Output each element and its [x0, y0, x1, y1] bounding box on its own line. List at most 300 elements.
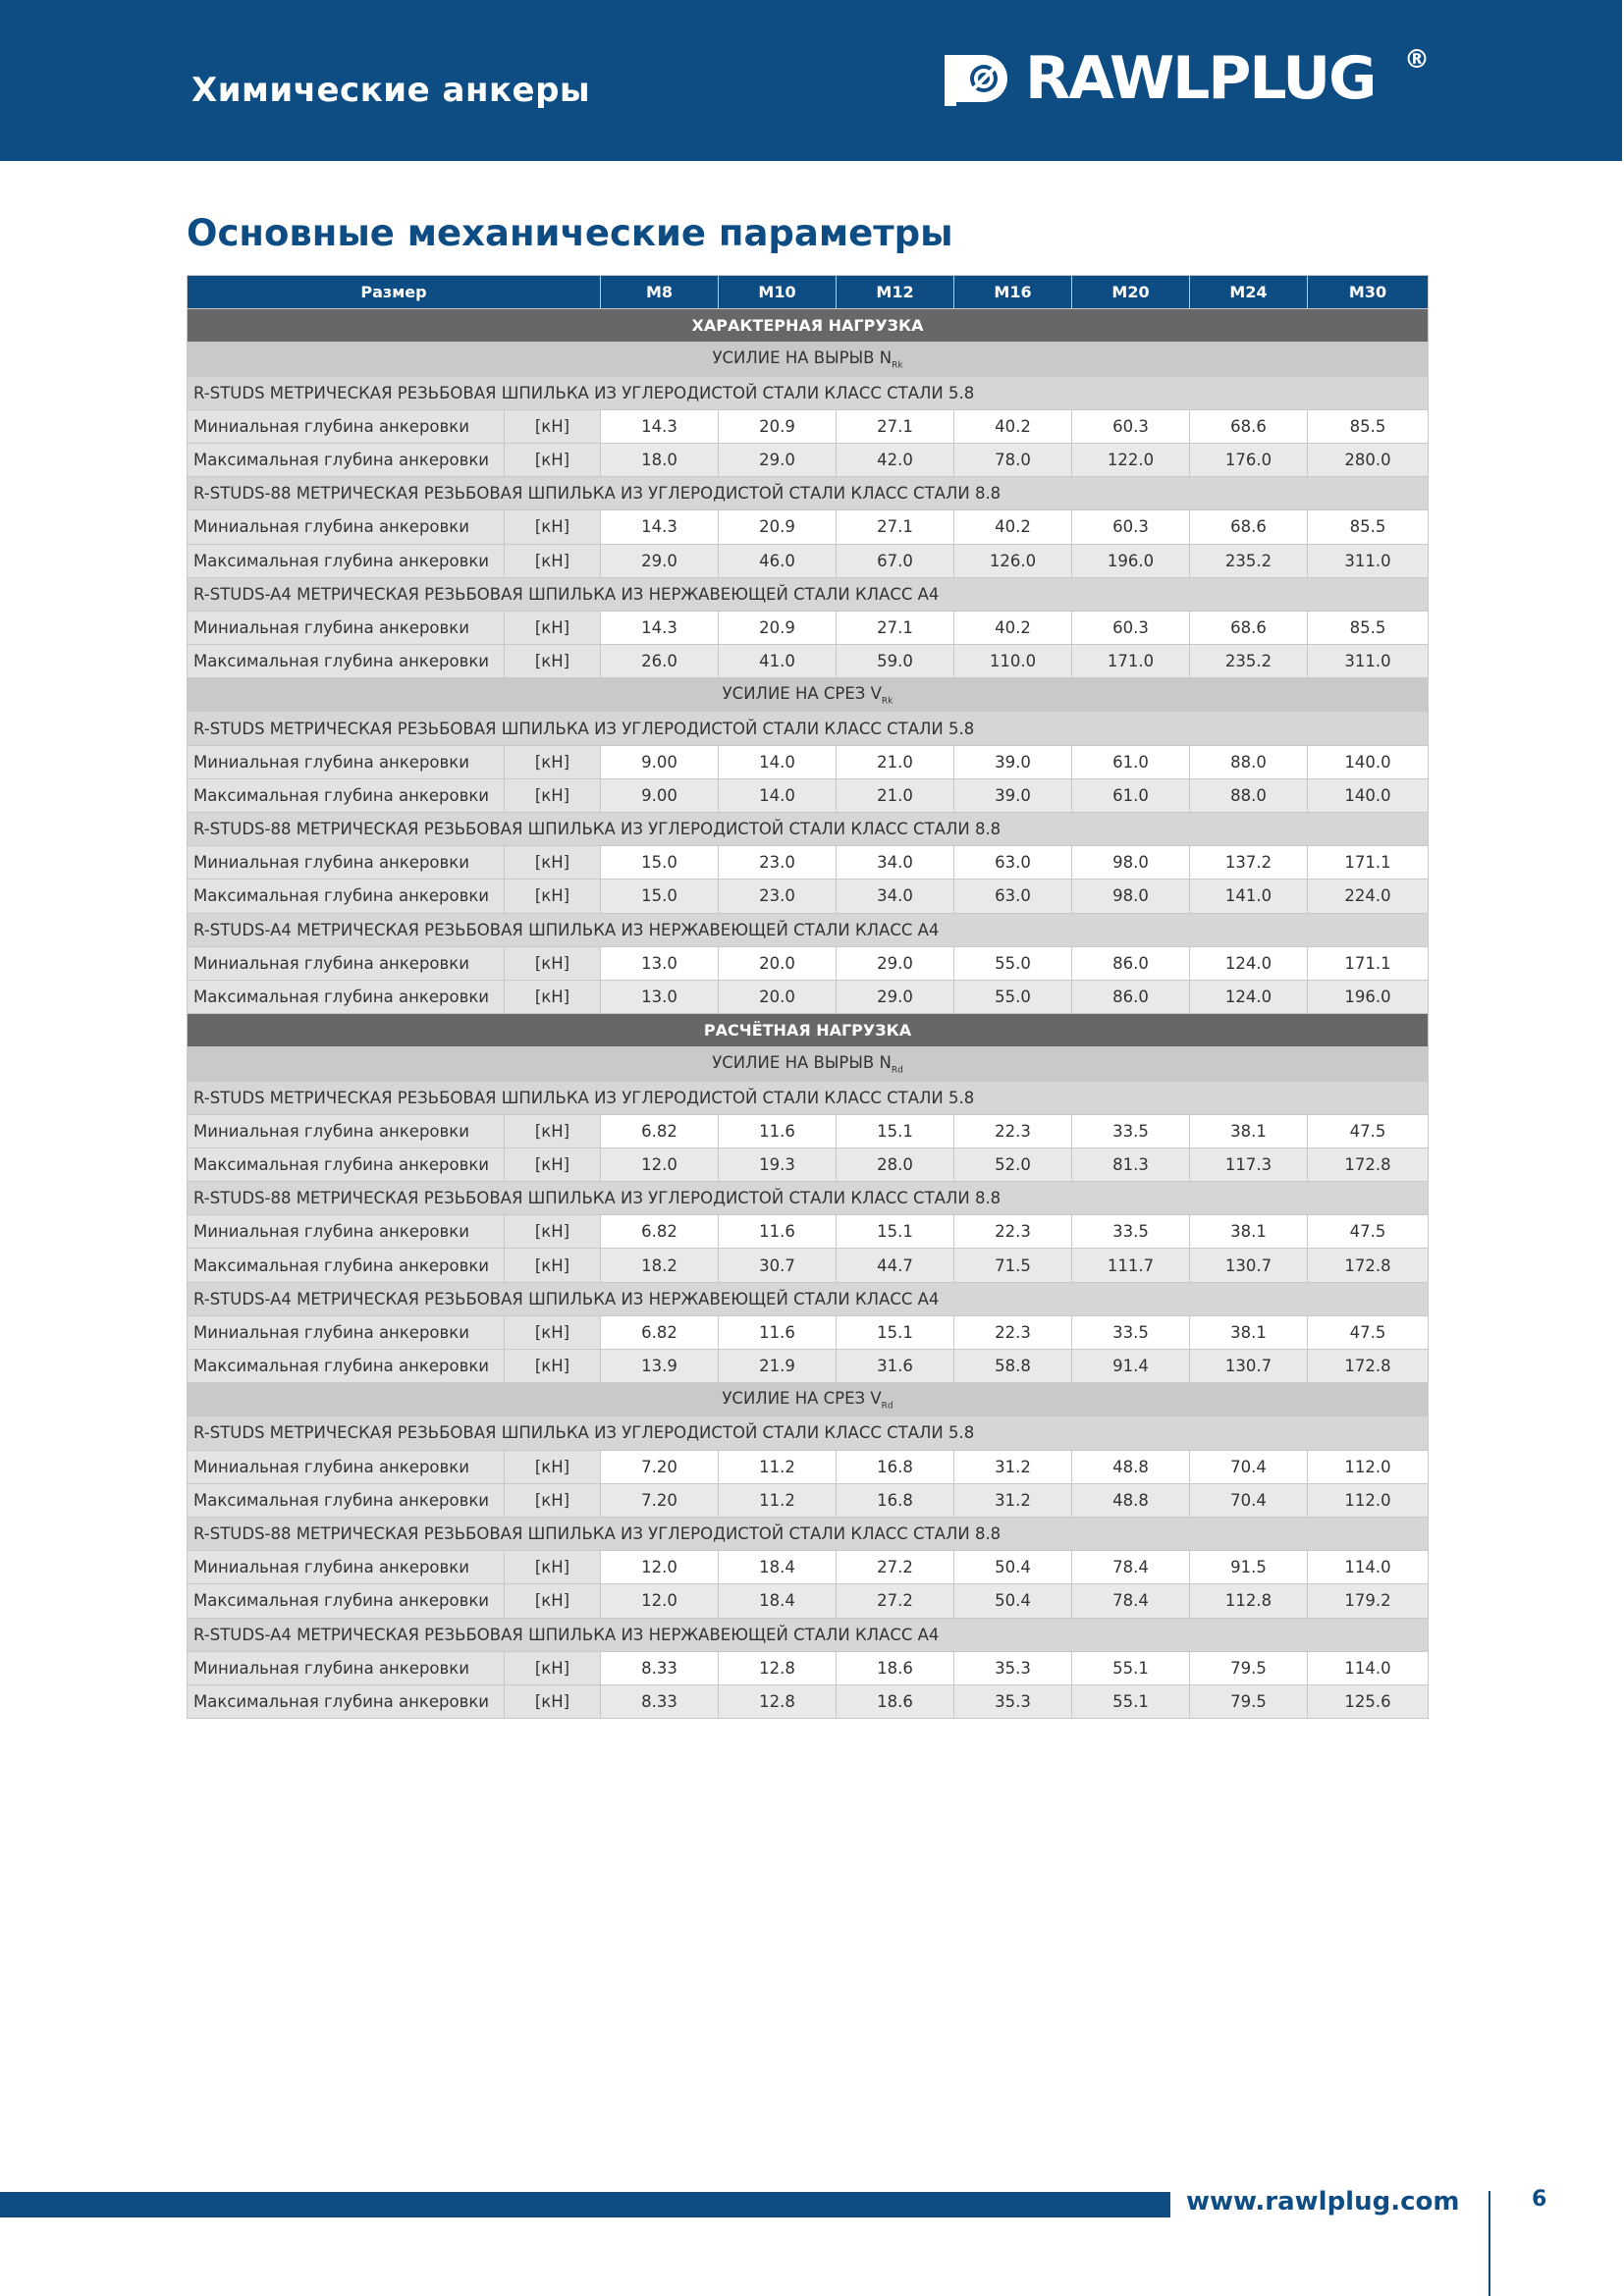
- value-cell: 14.3: [601, 409, 719, 443]
- force-type-cell: [188, 343, 1429, 376]
- value-cell: 27.1: [837, 409, 954, 443]
- stud-type-label: R-STUDS-A4 МЕТРИЧЕСКАЯ РЕЗЬБОВАЯ ШПИЛЬКА ИЗ НЕРЖАВЕЮЩЕЙ СТАЛИ КЛАСС A4: [188, 1282, 1429, 1315]
- value-cell: 38.1: [1190, 1114, 1308, 1148]
- force-type-subscript: Rk: [892, 360, 903, 371]
- value-cell: 31.6: [837, 1350, 954, 1383]
- value-cell: 130.7: [1190, 1350, 1308, 1383]
- stud-type-label: R-STUDS-A4 МЕТРИЧЕСКАЯ РЕЗЬБОВАЯ ШПИЛЬКА ИЗ НЕРЖАВЕЮЩЕЙ СТАЛИ КЛАСС A4: [188, 913, 1429, 946]
- force-type-cell: [188, 1047, 1429, 1081]
- value-cell: 33.5: [1072, 1114, 1190, 1148]
- load-band-label: ХАРАКТЕРНАЯ НАГРУЗКА: [188, 309, 1429, 343]
- footer-website-link[interactable]: www.rawlplug.com: [1186, 2187, 1460, 2216]
- value-cell: 85.5: [1308, 510, 1429, 544]
- value-cell: 12.0: [601, 1551, 719, 1584]
- depth-label: Максимальная глубина анкеровки: [188, 443, 505, 476]
- value-cell: 171.1: [1308, 846, 1429, 880]
- stud-type-label: R-STUDS-88 МЕТРИЧЕСКАЯ РЕЗЬБОВАЯ ШПИЛЬКА ИЗ УГЛЕРОДИСТОЙ СТАЛИ КЛАСС СТАЛИ 8.8: [188, 1182, 1429, 1215]
- unit-label: [кН]: [505, 645, 601, 678]
- unit-label: [кН]: [505, 1684, 601, 1718]
- value-cell: 78.4: [1072, 1584, 1190, 1618]
- depth-label: Максимальная глубина анкеровки: [188, 1584, 505, 1618]
- value-cell: 22.3: [954, 1114, 1072, 1148]
- stud-type-label: R-STUDS-A4 МЕТРИЧЕСКАЯ РЕЗЬБОВАЯ ШПИЛЬКА ИЗ НЕРЖАВЕЮЩЕЙ СТАЛИ КЛАСС A4: [188, 577, 1429, 611]
- value-cell: 85.5: [1308, 409, 1429, 443]
- size-header: Размер: [188, 276, 601, 309]
- value-cell: 60.3: [1072, 611, 1190, 644]
- stud-type-label: R-STUDS-A4 МЕТРИЧЕСКАЯ РЕЗЬБОВАЯ ШПИЛЬКА ИЗ НЕРЖАВЕЮЩЕЙ СТАЛИ КЛАСС A4: [188, 1618, 1429, 1651]
- value-cell: 18.2: [601, 1249, 719, 1282]
- value-cell: 114.0: [1308, 1651, 1429, 1684]
- value-cell: 280.0: [1308, 443, 1429, 476]
- value-cell: 52.0: [954, 1148, 1072, 1181]
- stud-type-row: [188, 1416, 1429, 1450]
- value-cell: 11.2: [719, 1450, 837, 1483]
- unit-label: [кН]: [505, 846, 601, 880]
- column-header: M16: [954, 276, 1072, 309]
- value-cell: 235.2: [1190, 544, 1308, 577]
- force-type-label: УСИЛИЕ НА ВЫРЫВ N: [712, 347, 893, 367]
- depth-label: Миниальная глубина анкеровки: [188, 611, 505, 644]
- value-cell: 23.0: [719, 846, 837, 880]
- value-cell: 112.0: [1308, 1483, 1429, 1517]
- value-cell: 6.82: [601, 1215, 719, 1249]
- value-cell: 88.0: [1190, 778, 1308, 812]
- depth-label: Миниальная глубина анкеровки: [188, 1215, 505, 1249]
- value-cell: 47.5: [1308, 1215, 1429, 1249]
- depth-label: Миниальная глубина анкеровки: [188, 946, 505, 980]
- unit-label: [кН]: [505, 1651, 601, 1684]
- value-cell: 39.0: [954, 778, 1072, 812]
- depth-label: Максимальная глубина анкеровки: [188, 1483, 505, 1517]
- value-cell: 172.8: [1308, 1249, 1429, 1282]
- value-cell: 47.5: [1308, 1114, 1429, 1148]
- force-type-label: УСИЛИЕ НА СРЕЗ V: [722, 683, 882, 703]
- table-row: [188, 1315, 1429, 1349]
- value-cell: 6.82: [601, 1315, 719, 1349]
- value-cell: 111.7: [1072, 1249, 1190, 1282]
- unit-label: [кН]: [505, 778, 601, 812]
- table-row: [188, 846, 1429, 880]
- stud-type-row: [188, 1282, 1429, 1315]
- value-cell: 35.3: [954, 1651, 1072, 1684]
- value-cell: 11.2: [719, 1483, 837, 1517]
- value-cell: 60.3: [1072, 510, 1190, 544]
- stud-type-label: R-STUDS МЕТРИЧЕСКАЯ РЕЗЬБОВАЯ ШПИЛЬКА ИЗ УГЛЕРОДИСТОЙ СТАЛИ КЛАСС СТАЛИ 5.8: [188, 712, 1429, 745]
- value-cell: 224.0: [1308, 880, 1429, 913]
- table-row: [188, 1350, 1429, 1383]
- value-cell: 30.7: [719, 1249, 837, 1282]
- table-row: [188, 544, 1429, 577]
- unit-label: [кН]: [505, 409, 601, 443]
- value-cell: 21.0: [837, 745, 954, 778]
- load-band-row: [188, 1014, 1429, 1047]
- column-header: M30: [1308, 276, 1429, 309]
- value-cell: 31.2: [954, 1450, 1072, 1483]
- stud-type-row: [188, 577, 1429, 611]
- column-header: M8: [601, 276, 719, 309]
- value-cell: 55.1: [1072, 1651, 1190, 1684]
- value-cell: 27.2: [837, 1551, 954, 1584]
- value-cell: 20.0: [719, 946, 837, 980]
- value-cell: 58.8: [954, 1350, 1072, 1383]
- value-cell: 20.9: [719, 510, 837, 544]
- brand-name: RAWLPLUG: [1025, 44, 1376, 113]
- unit-label: [кН]: [505, 1450, 601, 1483]
- value-cell: 6.82: [601, 1114, 719, 1148]
- stud-type-row: [188, 813, 1429, 846]
- footer-divider: [1489, 2191, 1490, 2296]
- value-cell: 172.8: [1308, 1148, 1429, 1181]
- value-cell: 70.4: [1190, 1483, 1308, 1517]
- value-cell: 112.8: [1190, 1584, 1308, 1618]
- unit-label: [кН]: [505, 1249, 601, 1282]
- force-type-subscript: Rd: [881, 1400, 893, 1411]
- value-cell: 12.0: [601, 1148, 719, 1181]
- table-row: [188, 745, 1429, 778]
- table-row: [188, 1249, 1429, 1282]
- depth-label: Миниальная глубина анкеровки: [188, 1114, 505, 1148]
- value-cell: 29.0: [719, 443, 837, 476]
- stud-type-row: [188, 1182, 1429, 1215]
- table-row: [188, 1450, 1429, 1483]
- value-cell: 34.0: [837, 880, 954, 913]
- value-cell: 79.5: [1190, 1684, 1308, 1718]
- depth-label: Миниальная глубина анкеровки: [188, 1450, 505, 1483]
- stud-type-label: R-STUDS-88 МЕТРИЧЕСКАЯ РЕЗЬБОВАЯ ШПИЛЬКА ИЗ УГЛЕРОДИСТОЙ СТАЛИ КЛАСС СТАЛИ 8.8: [188, 477, 1429, 510]
- value-cell: 29.0: [601, 544, 719, 577]
- value-cell: 12.8: [719, 1684, 837, 1718]
- table-row: [188, 1114, 1429, 1148]
- column-header: M12: [837, 276, 954, 309]
- value-cell: 112.0: [1308, 1450, 1429, 1483]
- value-cell: 86.0: [1072, 980, 1190, 1013]
- unit-label: [кН]: [505, 1483, 601, 1517]
- value-cell: 11.6: [719, 1215, 837, 1249]
- value-cell: 13.0: [601, 980, 719, 1013]
- value-cell: 79.5: [1190, 1651, 1308, 1684]
- table-row: [188, 1551, 1429, 1584]
- value-cell: 18.6: [837, 1684, 954, 1718]
- value-cell: 39.0: [954, 745, 1072, 778]
- unit-label: [кН]: [505, 1350, 601, 1383]
- force-type-row: [188, 343, 1429, 376]
- stud-type-row: [188, 712, 1429, 745]
- value-cell: 60.3: [1072, 409, 1190, 443]
- depth-label: Максимальная глубина анкеровки: [188, 880, 505, 913]
- table-row: [188, 946, 1429, 980]
- stud-type-label: R-STUDS МЕТРИЧЕСКАЯ РЕЗЬБОВАЯ ШПИЛЬКА ИЗ УГЛЕРОДИСТОЙ СТАЛИ КЛАСС СТАЛИ 5.8: [188, 1416, 1429, 1450]
- depth-label: Миниальная глубина анкеровки: [188, 510, 505, 544]
- rawlplug-mark-icon: [945, 55, 1011, 106]
- unit-label: [кН]: [505, 544, 601, 577]
- value-cell: 63.0: [954, 846, 1072, 880]
- value-cell: 55.0: [954, 946, 1072, 980]
- value-cell: 12.0: [601, 1584, 719, 1618]
- table-row: [188, 980, 1429, 1013]
- table-header-row: [188, 276, 1429, 309]
- value-cell: 9.00: [601, 745, 719, 778]
- force-type-row: [188, 1047, 1429, 1081]
- value-cell: 11.6: [719, 1114, 837, 1148]
- value-cell: 50.4: [954, 1584, 1072, 1618]
- value-cell: 21.0: [837, 778, 954, 812]
- table-row: [188, 1483, 1429, 1517]
- table-row: [188, 645, 1429, 678]
- page-number: 6: [1532, 2187, 1547, 2212]
- value-cell: 8.33: [601, 1651, 719, 1684]
- depth-label: Миниальная глубина анкеровки: [188, 409, 505, 443]
- value-cell: 19.3: [719, 1148, 837, 1181]
- unit-label: [кН]: [505, 1551, 601, 1584]
- value-cell: 20.9: [719, 409, 837, 443]
- stud-type-label: R-STUDS-88 МЕТРИЧЕСКАЯ РЕЗЬБОВАЯ ШПИЛЬКА ИЗ УГЛЕРОДИСТОЙ СТАЛИ КЛАСС СТАЛИ 8.8: [188, 813, 1429, 846]
- value-cell: 20.0: [719, 980, 837, 1013]
- value-cell: 18.4: [719, 1584, 837, 1618]
- value-cell: 29.0: [837, 980, 954, 1013]
- value-cell: 235.2: [1190, 645, 1308, 678]
- value-cell: 41.0: [719, 645, 837, 678]
- value-cell: 126.0: [954, 544, 1072, 577]
- value-cell: 172.8: [1308, 1350, 1429, 1383]
- value-cell: 15.1: [837, 1215, 954, 1249]
- value-cell: 27.1: [837, 510, 954, 544]
- value-cell: 47.5: [1308, 1315, 1429, 1349]
- value-cell: 29.0: [837, 946, 954, 980]
- depth-label: Миниальная глубина анкеровки: [188, 1315, 505, 1349]
- value-cell: 117.3: [1190, 1148, 1308, 1181]
- value-cell: 46.0: [719, 544, 837, 577]
- value-cell: 68.6: [1190, 611, 1308, 644]
- value-cell: 15.1: [837, 1114, 954, 1148]
- unit-label: [кН]: [505, 1148, 601, 1181]
- value-cell: 78.4: [1072, 1551, 1190, 1584]
- value-cell: 48.8: [1072, 1483, 1190, 1517]
- value-cell: 122.0: [1072, 443, 1190, 476]
- value-cell: 35.3: [954, 1684, 1072, 1718]
- value-cell: 140.0: [1308, 745, 1429, 778]
- value-cell: 86.0: [1072, 946, 1190, 980]
- value-cell: 13.0: [601, 946, 719, 980]
- value-cell: 18.4: [719, 1551, 837, 1584]
- force-type-label: УСИЛИЕ НА СРЕЗ V: [722, 1388, 882, 1408]
- table-row: [188, 778, 1429, 812]
- unit-label: [кН]: [505, 611, 601, 644]
- value-cell: 48.8: [1072, 1450, 1190, 1483]
- value-cell: 33.5: [1072, 1215, 1190, 1249]
- value-cell: 85.5: [1308, 611, 1429, 644]
- value-cell: 71.5: [954, 1249, 1072, 1282]
- value-cell: 61.0: [1072, 745, 1190, 778]
- value-cell: 23.0: [719, 880, 837, 913]
- unit-label: [кН]: [505, 880, 601, 913]
- value-cell: 12.8: [719, 1651, 837, 1684]
- value-cell: 196.0: [1308, 980, 1429, 1013]
- value-cell: 14.3: [601, 510, 719, 544]
- rawlplug-logo: [945, 44, 1430, 113]
- value-cell: 8.33: [601, 1684, 719, 1718]
- table-row: [188, 880, 1429, 913]
- value-cell: 63.0: [954, 880, 1072, 913]
- depth-label: Максимальная глубина анкеровки: [188, 645, 505, 678]
- value-cell: 68.6: [1190, 409, 1308, 443]
- value-cell: 179.2: [1308, 1584, 1429, 1618]
- value-cell: 88.0: [1190, 745, 1308, 778]
- value-cell: 11.6: [719, 1315, 837, 1349]
- column-header: M10: [719, 276, 837, 309]
- value-cell: 55.1: [1072, 1684, 1190, 1718]
- value-cell: 14.0: [719, 745, 837, 778]
- value-cell: 33.5: [1072, 1315, 1190, 1349]
- value-cell: 7.20: [601, 1450, 719, 1483]
- value-cell: 42.0: [837, 443, 954, 476]
- table-row: [188, 1148, 1429, 1181]
- value-cell: 16.8: [837, 1450, 954, 1483]
- table-row: [188, 611, 1429, 644]
- depth-label: Максимальная глубина анкеровки: [188, 778, 505, 812]
- value-cell: 67.0: [837, 544, 954, 577]
- stud-type-label: R-STUDS МЕТРИЧЕСКАЯ РЕЗЬБОВАЯ ШПИЛЬКА ИЗ УГЛЕРОДИСТОЙ СТАЛИ КЛАСС СТАЛИ 5.8: [188, 376, 1429, 409]
- value-cell: 141.0: [1190, 880, 1308, 913]
- value-cell: 125.6: [1308, 1684, 1429, 1718]
- unit-label: [кН]: [505, 1215, 601, 1249]
- value-cell: 27.2: [837, 1584, 954, 1618]
- unit-label: [кН]: [505, 1114, 601, 1148]
- value-cell: 13.9: [601, 1350, 719, 1383]
- depth-label: Максимальная глубина анкеровки: [188, 1684, 505, 1718]
- stud-type-row: [188, 376, 1429, 409]
- table-body: [188, 309, 1429, 1719]
- table-row: [188, 1684, 1429, 1718]
- value-cell: 114.0: [1308, 1551, 1429, 1584]
- load-band-label: РАСЧЁТНАЯ НАГРУЗКА: [188, 1014, 1429, 1047]
- value-cell: 9.00: [601, 778, 719, 812]
- value-cell: 31.2: [954, 1483, 1072, 1517]
- value-cell: 15.0: [601, 880, 719, 913]
- value-cell: 110.0: [954, 645, 1072, 678]
- value-cell: 59.0: [837, 645, 954, 678]
- registered-mark: ®: [1404, 45, 1430, 75]
- value-cell: 70.4: [1190, 1450, 1308, 1483]
- unit-label: [кН]: [505, 745, 601, 778]
- value-cell: 171.1: [1308, 946, 1429, 980]
- value-cell: 38.1: [1190, 1215, 1308, 1249]
- force-type-cell: [188, 678, 1429, 712]
- stud-type-label: R-STUDS МЕТРИЧЕСКАЯ РЕЗЬБОВАЯ ШПИЛЬКА ИЗ УГЛЕРОДИСТОЙ СТАЛИ КЛАСС СТАЛИ 5.8: [188, 1081, 1429, 1114]
- value-cell: 68.6: [1190, 510, 1308, 544]
- value-cell: 26.0: [601, 645, 719, 678]
- header-title: Химические анкеры: [191, 71, 591, 110]
- header-band: [0, 0, 1622, 161]
- value-cell: 130.7: [1190, 1249, 1308, 1282]
- value-cell: 311.0: [1308, 645, 1429, 678]
- value-cell: 81.3: [1072, 1148, 1190, 1181]
- section-title: Основные механические параметры: [187, 212, 953, 254]
- value-cell: 38.1: [1190, 1315, 1308, 1349]
- depth-label: Миниальная глубина анкеровки: [188, 745, 505, 778]
- depth-label: Максимальная глубина анкеровки: [188, 1350, 505, 1383]
- value-cell: 15.0: [601, 846, 719, 880]
- depth-label: Миниальная глубина анкеровки: [188, 846, 505, 880]
- value-cell: 7.20: [601, 1483, 719, 1517]
- value-cell: 18.0: [601, 443, 719, 476]
- force-type-row: [188, 678, 1429, 712]
- unit-label: [кН]: [505, 946, 601, 980]
- unit-label: [кН]: [505, 1315, 601, 1349]
- value-cell: 50.4: [954, 1551, 1072, 1584]
- stud-type-row: [188, 913, 1429, 946]
- value-cell: 91.5: [1190, 1551, 1308, 1584]
- table-row: [188, 1215, 1429, 1249]
- value-cell: 14.0: [719, 778, 837, 812]
- value-cell: 20.9: [719, 611, 837, 644]
- mechanical-parameters-table: [187, 275, 1429, 1719]
- depth-label: Максимальная глубина анкеровки: [188, 544, 505, 577]
- footer-bar: [0, 2192, 1170, 2217]
- unit-label: [кН]: [505, 510, 601, 544]
- value-cell: 21.9: [719, 1350, 837, 1383]
- stud-type-row: [188, 477, 1429, 510]
- load-band-row: [188, 309, 1429, 343]
- value-cell: 40.2: [954, 409, 1072, 443]
- value-cell: 27.1: [837, 611, 954, 644]
- force-type-row: [188, 1383, 1429, 1416]
- force-type-label: УСИЛИЕ НА ВЫРЫВ N: [712, 1052, 892, 1072]
- value-cell: 34.0: [837, 846, 954, 880]
- unit-label: [кН]: [505, 980, 601, 1013]
- column-header: M24: [1190, 276, 1308, 309]
- unit-label: [кН]: [505, 1584, 601, 1618]
- value-cell: 18.6: [837, 1651, 954, 1684]
- table-row: [188, 1651, 1429, 1684]
- value-cell: 78.0: [954, 443, 1072, 476]
- value-cell: 40.2: [954, 611, 1072, 644]
- table-row: [188, 1584, 1429, 1618]
- force-type-subscript: Rk: [881, 695, 893, 706]
- value-cell: 124.0: [1190, 980, 1308, 1013]
- value-cell: 98.0: [1072, 880, 1190, 913]
- value-cell: 16.8: [837, 1483, 954, 1517]
- stud-type-row: [188, 1618, 1429, 1651]
- force-type-cell: [188, 1383, 1429, 1416]
- value-cell: 140.0: [1308, 778, 1429, 812]
- depth-label: Максимальная глубина анкеровки: [188, 1249, 505, 1282]
- value-cell: 311.0: [1308, 544, 1429, 577]
- depth-label: Миниальная глубина анкеровки: [188, 1651, 505, 1684]
- force-type-subscript: Rd: [891, 1065, 903, 1076]
- value-cell: 22.3: [954, 1315, 1072, 1349]
- stud-type-row: [188, 1517, 1429, 1550]
- value-cell: 171.0: [1072, 645, 1190, 678]
- stud-type-row: [188, 1081, 1429, 1114]
- value-cell: 15.1: [837, 1315, 954, 1349]
- value-cell: 196.0: [1072, 544, 1190, 577]
- depth-label: Максимальная глубина анкеровки: [188, 1148, 505, 1181]
- value-cell: 14.3: [601, 611, 719, 644]
- table-row: [188, 510, 1429, 544]
- column-header: M20: [1072, 276, 1190, 309]
- value-cell: 44.7: [837, 1249, 954, 1282]
- value-cell: 40.2: [954, 510, 1072, 544]
- table-row: [188, 409, 1429, 443]
- value-cell: 176.0: [1190, 443, 1308, 476]
- value-cell: 137.2: [1190, 846, 1308, 880]
- value-cell: 124.0: [1190, 946, 1308, 980]
- value-cell: 91.4: [1072, 1350, 1190, 1383]
- value-cell: 61.0: [1072, 778, 1190, 812]
- value-cell: 28.0: [837, 1148, 954, 1181]
- unit-label: [кН]: [505, 443, 601, 476]
- value-cell: 98.0: [1072, 846, 1190, 880]
